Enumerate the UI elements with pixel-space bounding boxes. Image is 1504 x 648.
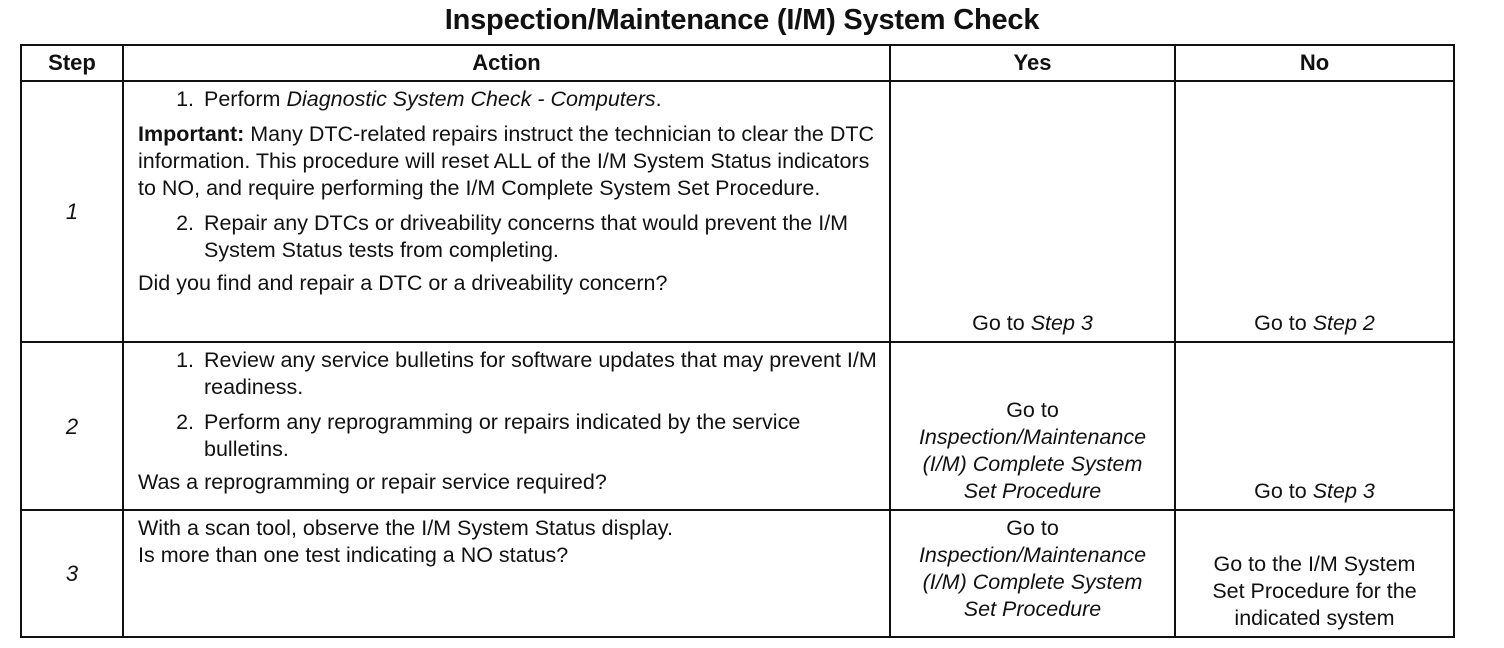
no-text: Go to the I/M System [1213,552,1416,576]
no-cell [1175,510,1454,637]
header-row [21,45,1454,81]
action-text: With a scan tool, observe the I/M System Status display. [138,516,673,540]
yes-cell [890,342,1175,510]
action-list-item [138,210,879,264]
no-cell [1175,81,1454,342]
action-cell [123,81,890,342]
important-label: Important: [138,122,245,146]
no-text: Go to [1254,479,1313,503]
action-cell [123,342,890,510]
no-text: indicated system [1234,606,1395,630]
header-no: No [1175,45,1454,81]
no-text: Go to [1254,311,1313,335]
action-text: Perform any reprogramming or repairs indicated by the service bulletins. [204,410,801,461]
list-number: 1. [176,348,194,372]
step-reference-link: Step 3 [1030,311,1093,335]
question-text: Did you find and repair a DTC or a driveability concern? [138,271,668,295]
step-number: 2 [21,342,123,510]
procedure-reference: Inspection/Maintenance [918,425,1147,449]
yes-text: Go to [1006,516,1059,540]
page-title: Inspection/Maintenance (I/M) System Check [444,4,1040,36]
action-text: Perform [204,87,287,111]
yes-text: Go to [972,311,1031,335]
procedure-reference: Set Procedure [963,479,1102,503]
header-yes: Yes [890,45,1175,81]
action-list-item [138,409,879,463]
header-action: Action [123,45,890,81]
procedure-reference: Diagnostic System Check - Computers [286,87,656,111]
procedure-reference: (I/M) Complete System [922,452,1143,476]
action-list-item [138,86,879,113]
no-text: Set Procedure for the [1212,579,1417,603]
procedure-reference: Set Procedure [963,597,1102,621]
action-text: Repair any DTCs or driveability concerns that would prevent the I/M System Status tests from completing. [204,211,849,262]
important-note [138,121,879,202]
action-text: Review any service bulletins for software updates that may prevent I/M readiness. [204,348,877,399]
step-row-1 [21,81,1454,342]
step-reference-link: Step 2 [1312,311,1375,335]
yes-cell [890,510,1175,637]
action-cell [123,510,890,637]
procedure-reference: Inspection/Maintenance [918,543,1147,567]
important-text: Many DTC-related repairs instruct the technician to clear the DTC information. This procedure will reset ALL of the I/M System Status indicators to NO, and require performing the I/M Complete System Set Procedure. [138,122,875,200]
yes-cell [890,81,1175,342]
question-text: Is more than one test indicating a NO status? [138,543,569,567]
step-number: 3 [21,510,123,637]
question-text: Was a reprogramming or repair service required? [138,470,607,494]
no-cell [1175,342,1454,510]
action-list-item [138,347,879,401]
step-reference-link: Step 3 [1312,479,1375,503]
step-number: 1 [21,81,123,342]
step-row-2 [21,342,1454,510]
list-number: 2. [176,211,194,235]
header-step: Step [21,45,123,81]
action-text: . [655,87,662,111]
procedure-reference: (I/M) Complete System [922,570,1143,594]
list-number: 2. [176,410,194,434]
list-number: 1. [176,87,194,111]
system-check-table [20,44,1455,638]
yes-text: Go to [1006,398,1059,422]
step-row-3 [21,510,1454,637]
